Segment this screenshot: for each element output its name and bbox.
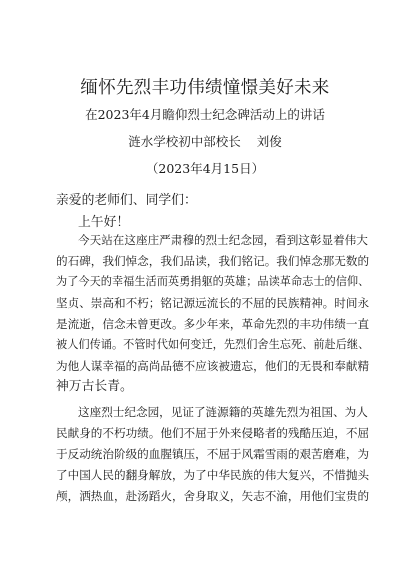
speaker-name: 刘俊 [256, 134, 282, 149]
paragraph-1-line: 坚贞、崇高和不朽；铭记源远流长的不屈的民族精神。时间永 [56, 296, 370, 310]
speech-date: （2023年4月15日） [145, 161, 265, 176]
paragraph-2-line: 了中国人民的翻身解放，为了中华民族的伟大复兴，不惜抛头 [56, 468, 370, 482]
paragraph-1-line: 的石碑，我们悼念，我们品读，我们铭记。我们悼念那无数的 [56, 254, 370, 268]
paragraph-2-line: 于反动统治阶级的血腥镇压，不屈于风霜雪雨的艰苦磨难，为 [56, 447, 370, 461]
paragraph-1-line: 神万古长青。 [56, 379, 133, 394]
speaker-line [0, 134, 410, 150]
speech-subtitle: 在2023年4月瞻仰烈士纪念碑活动上的讲话 [85, 107, 325, 122]
paragraph-1-line: 被人们传诵。不管时代如何变迁，先烈们舍生忘死、前赴后继、 [56, 338, 370, 351]
paragraph-1-line: 是流逝，信念未曾更改。多少年来，革命先烈的丰功伟绩一直 [56, 317, 370, 331]
paragraph-1-line: 为他人谋幸福的高尚品德不应该被遗忘，他们的无畏和奉献精 [56, 359, 370, 373]
greeting: 上午好！ [78, 215, 130, 230]
speech-title: 缅怀先烈丰功伟绩憧憬美好未来 [80, 78, 330, 98]
salutation: 亲爱的老师们、同学们： [56, 193, 197, 208]
paragraph-2-line: 这座烈士纪念园，见证了涟源籍的英雄先烈为祖国、为人 [78, 405, 368, 419]
paragraph-2-line: 民献身的不朽功绩。他们不屈于外来侵略者的残酷压迫，不屈 [56, 426, 370, 440]
speaker-organization: 涟水学校初中部校长 [128, 134, 241, 149]
paragraph-1-line: 为了今天的幸福生活而英勇捐躯的英雄；品读革命志士的信仰、 [56, 275, 370, 288]
paragraph-1-line: 今天站在这座庄严肃穆的烈士纪念园，看到这彰显着伟大 [78, 233, 368, 247]
paragraph-2-line: 颅，洒热血，赴汤蹈火，舍身取义，矢志不渝，用他们宝贵的 [56, 489, 370, 503]
